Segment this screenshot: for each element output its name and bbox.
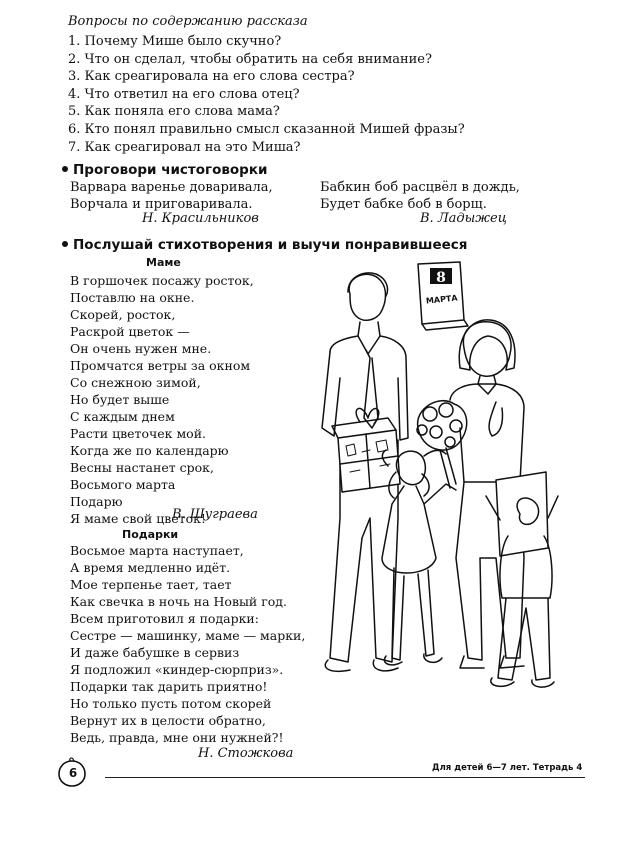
poem-line: В горшочек посажу росток, [70,273,254,288]
poems-heading-text: Послушай стихотворения и выучи понравившееся [73,237,468,253]
poem-line: Расти цветочек мой. [70,426,206,441]
footer-text: Для детей 6—7 лет. Тетрадь 4 [432,763,583,773]
tongue-twister-line: Варвара варенье доваривала, [70,180,273,195]
poems-heading [62,237,467,253]
question-item: 5. Как поняла его слова мама? [68,104,280,120]
bullet-icon [62,166,68,172]
poem-line: Подарю [70,494,123,509]
question-item: 4. Что ответил на его слова отец? [68,86,300,102]
tongue-twister-left [70,179,273,213]
tongue-twisters-heading-text: Проговори чистоговорки [73,162,268,178]
poem-line: И даже бабушке в сервиз [70,645,240,660]
poem-line: Мое терпенье тает, тает [70,577,232,592]
poem-mame-author: В. Шуграева [172,507,258,522]
poem-podarki-author: Н. Стожкова [198,746,294,761]
tongue-twister-line: Бабкин боб расцвёл в дождь, [320,180,520,195]
tongue-twister-line: Ворчала и приговаривала. [70,197,253,212]
poem-podarki-text [70,542,305,746]
poem-line: Как свечка в ночь на Новый год. [70,594,287,609]
poem-mame-title: Маме [146,256,181,269]
tongue-twister-line: Будет бабке боб в борщ. [320,197,487,212]
poem-line: Со снежною зимой, [70,375,201,390]
footer-divider [105,777,585,778]
poem-line: Когда же по календарю [70,443,229,458]
poem-line: Сестре — машинку, маме — марки, [70,628,306,643]
question-item: 7. Как среагировал на это Миша? [68,139,301,155]
poem-line: Он очень нужен мне. [70,341,212,356]
tongue-twister-left-author: Н. Красильников [142,211,259,226]
questions-list [68,33,465,156]
poem-line: А время медленно идёт. [70,560,231,575]
poem-mame-text [70,272,254,527]
questions-title: Вопросы по содержанию рассказа [68,14,308,29]
question-item: 6. Кто понял правильно смысл сказанной Мишей фразы? [68,121,465,137]
poem-line: Поставлю на окне. [70,290,195,305]
question-item: 3. Как среагировала на его слова сестра? [68,69,355,85]
bullet-icon [62,241,68,247]
question-item: 2. Что он сделал, чтобы обратить на себя внимание? [68,51,432,67]
family-illustration [300,258,582,743]
poem-line: Вернут их в целости обратно, [70,713,266,728]
poem-line: Восьмое марта наступает, [70,543,244,558]
poem-podarki-title: Подарки [122,528,179,541]
calendar-icon [418,262,468,330]
poem-line: Я подложил «киндер-сюрприз». [70,662,284,677]
poem-line: Промчатся ветры за окном [70,358,251,373]
calendar-day: 8 [436,270,446,286]
poem-line: С каждым днем [70,409,175,424]
poem-line: Подарки так дарить приятно! [70,679,268,694]
poem-line: Весны настанет срок, [70,460,214,475]
boy-figure [486,472,558,687]
poem-line: Всем приготовил я подарки: [70,611,259,626]
poem-line: Скорей, росток, [70,307,176,322]
tongue-twister-right-author: В. Ладыжец [420,211,507,226]
poem-line: Но будет выше [70,392,170,407]
poem-line: Но только пусть потом скорей [70,696,272,711]
poem-line: Раскрой цветок — [70,324,190,339]
page-number: 6 [68,766,78,780]
poem-line: Ведь, правда, мне они нужней?! [70,730,284,745]
poem-line: Я маме свой цветок! [70,511,206,526]
gift-box-icon [332,408,400,492]
calendar-month: МАРТА [425,293,458,306]
poem-line: Восьмого марта [70,477,176,492]
tongue-twisters-heading [62,162,267,178]
tongue-twister-right [320,179,520,213]
question-item: 1. Почему Мише было скучно? [68,34,282,49]
